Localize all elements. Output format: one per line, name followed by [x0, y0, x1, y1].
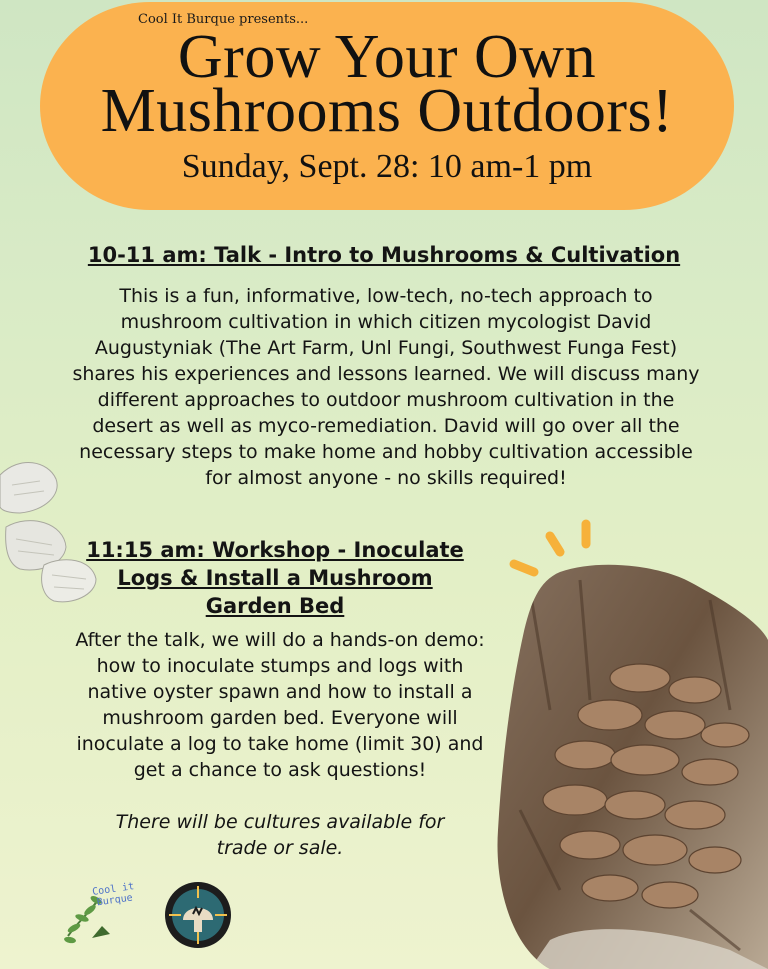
cultures-note: There will be cultures available for trade or sale.	[115, 811, 445, 859]
title-line-1: Grow Your Own	[177, 23, 597, 91]
title-line-2: Mushrooms Outdoors!	[100, 77, 674, 145]
talk-heading: 10-11 am: Talk - Intro to Mushrooms & Cultivation	[87, 243, 681, 267]
event-title	[40, 23, 734, 145]
workshop-description: After the talk, we will do a hands-on demo: how to inoculate stumps and logs with native oyster spawn and how to install a mushroom garden bed. Everyone will inoculate a log to take home (limit 30) and get a chance to ask questions!	[75, 629, 485, 781]
event-date: Sunday, Sept. 28: 10 am-1 pm	[181, 148, 593, 185]
cool-it-burque-wordmark: Cool it Burque	[91, 881, 135, 909]
mushroom-photo	[490, 510, 768, 969]
presenter-line: Cool It Burque presents...	[138, 12, 309, 27]
badge-logo	[163, 880, 233, 950]
oyster-mushroom-illustration	[0, 455, 105, 615]
workshop-heading: 11:15 am: Workshop - Inoculate Logs & Install a Mushroom Garden Bed	[86, 538, 464, 618]
talk-description: This is a fun, informative, low-tech, no-tech approach to mushroom cultivation in which citizen mycologist David Augustyniak (The Art Farm, Unl Fungi, Southwest Funga Fest) shares his experiences and lessons learned. We will discuss many different approaches to outdoor mushroom cultivation in the desert as well as myco-remediation. David will go over all the necessary steps to make home and hobby cultivation accessible for almost anyone - no skills required!	[72, 285, 700, 489]
